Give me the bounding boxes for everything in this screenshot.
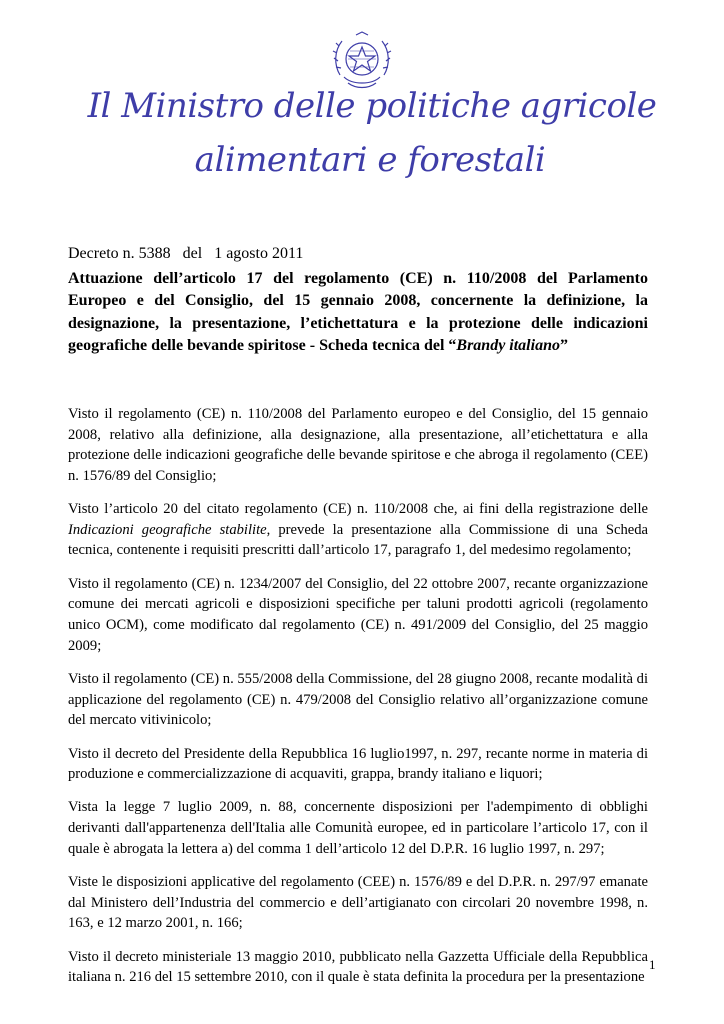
decree-subject — [68, 268, 648, 357]
paragraph-text: Visto l’articolo 20 del citato regolamento (CE) n. 110/2008 che, ai fini della registrazione delle — [68, 501, 648, 518]
decree-del: del — [182, 245, 203, 262]
paragraph: Vista la legge 7 luglio 2009, n. 88, concernente disposizioni per l'adempimento di obblighi derivanti dall'appartenenza dell'Italia alle Comunità europee, ed in particolare l’articolo 17, con il quale è abrogata la lettera a) del comma 1 dell’articolo 12 del D.P.R. 16 luglio 1997, n. 297; — [68, 799, 648, 857]
subject-italic: Brandy italiano — [456, 336, 560, 354]
subject-text: Attuazione dell’articolo 17 del regolamento (CE) n. 110/2008 del Parlamento Europeo e del Consiglio, del 15 gennaio 2008, concernente la definizione, la designazione, la presentazione, l’etichettatura e la protezione delle indicazioni geografiche delle bevande spiritose - Scheda tecnica del “ — [68, 270, 648, 354]
paragraph-italic: Indicazioni geografiche stabilite — [68, 521, 267, 538]
subject-closing-quote: ” — [559, 336, 568, 354]
decree-number: Decreto n. 5388 — [68, 245, 171, 262]
paragraph: Visto il regolamento (CE) n. 1234/2007 del Consiglio, del 22 ottobre 2007, recante organizzazione comune dei mercati agricoli e disposizioni specifiche per taluni prodotti agricoli (regolamento unico OCM), come modificato dal regolamento (CE) n. 491/2009 del Consiglio, del 25 maggio 2009; — [68, 575, 648, 654]
ministry-title-line1: Il Ministro delle politiche agricole — [87, 86, 657, 126]
paragraph: Visto il regolamento (CE) n. 110/2008 del Parlamento europeo e del Consiglio, del 15 gennaio 2008, relativo alla definizione, alla designazione, alla presentazione, all’etichettatura e alla protezione delle indicazioni geografiche delle bevande spiritose e che abroga il regolamento (CEE) n. 1576/89 del Consiglio; — [68, 406, 648, 484]
paragraph-text: , prevede la presentazione alla Commissione di una Scheda tecnica, contenente i requisiti prescritti dall’articolo 17, paragrafo 1, del medesimo regolamento; — [68, 521, 648, 559]
ministry-title-line2: alimentari e forestali — [194, 140, 546, 180]
decree-heading — [68, 245, 303, 263]
paragraph: Visto il decreto ministeriale 13 maggio 2010, pubblicato nella Gazzetta Ufficiale della Repubblica italiana n. 216 del 15 settembre 2010, con il quale è stata definita la procedura per la presentazione — [68, 948, 648, 986]
document-body — [68, 404, 648, 1001]
paragraph: Viste le disposizioni applicative del regolamento (CEE) n. 1576/89 e del D.P.R. n. 297/97 emanate dal Ministero dell’Industria del commercio e dell’artigianato con circolari 20 novembre 1998, n. 163, e 12 marzo 2001, n. 166; — [68, 874, 648, 932]
paragraph: Visto il regolamento (CE) n. 555/2008 della Commissione, del 28 giugno 2008, recante modalità di applicazione del regolamento (CE) n. 479/2008 del Consiglio relativo all’organizzazione comune del mercato vitivinicolo; — [68, 670, 648, 729]
page-number: 1 — [649, 957, 656, 972]
decree-date: 1 agosto 2011 — [214, 245, 304, 262]
paragraph — [68, 499, 648, 561]
italian-republic-emblem-icon — [332, 31, 392, 93]
paragraph: Visto il decreto del Presidente della Repubblica 16 luglio1997, n. 297, recante norme in materia di produzione e commercializzazione di acquaviti, grappa, brandy italiano e liquori; — [68, 745, 648, 783]
